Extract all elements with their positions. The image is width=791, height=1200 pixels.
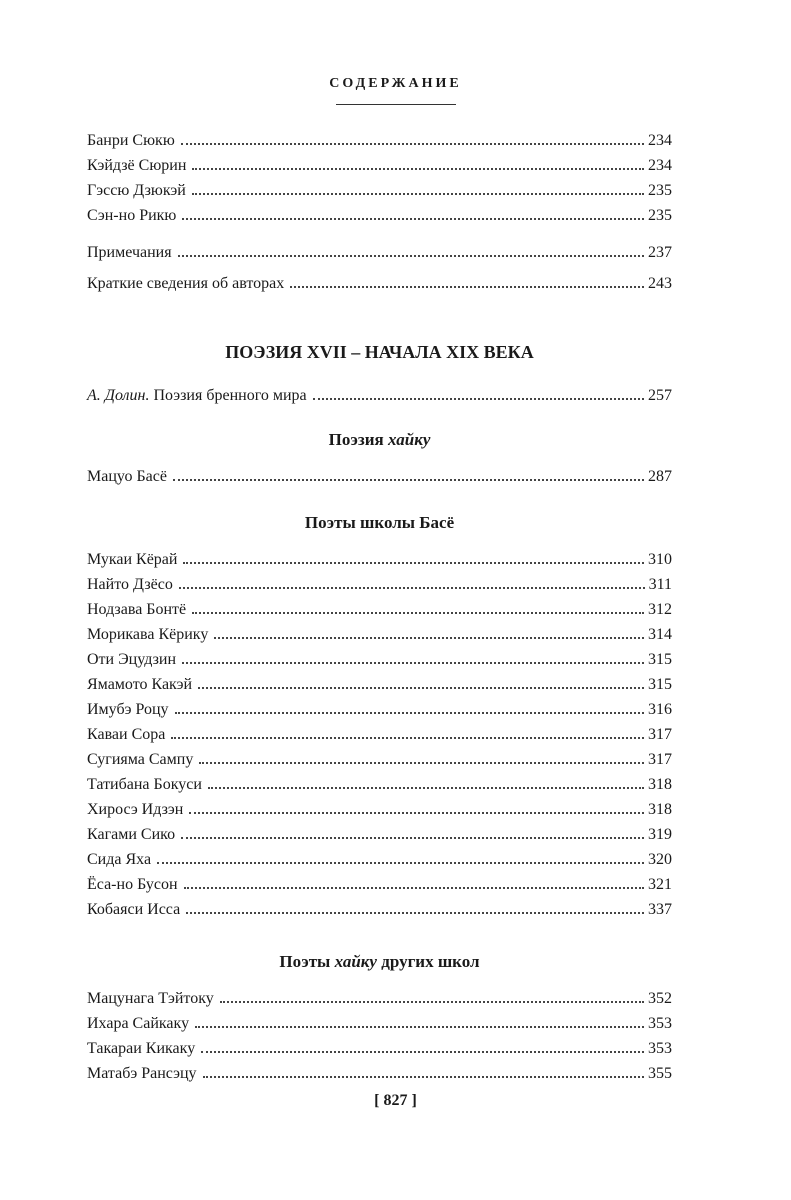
table-of-contents [87, 128, 672, 1086]
toc-entry[interactable] [87, 622, 672, 647]
entry-title: Гэссю Дзюкэй [87, 182, 186, 199]
entry-page: 234 [648, 157, 672, 174]
subtitle-text-after: других школ [376, 952, 480, 971]
entry-page: 319 [648, 826, 672, 843]
dot-leader [313, 397, 644, 400]
entry-page: 315 [648, 651, 672, 668]
entry-page: 310 [648, 551, 672, 568]
entry-title: Сида Яха [87, 851, 152, 868]
entry-title: Имубэ Роцу [87, 701, 169, 718]
subtitle-italic: хайку [387, 430, 431, 449]
entry-page: 314 [648, 626, 672, 643]
entry-page: 353 [648, 1040, 672, 1057]
entry-page: 257 [648, 387, 672, 404]
toc-entry[interactable] [87, 822, 672, 847]
dot-leader [184, 886, 644, 889]
entry-page: 317 [648, 726, 672, 743]
entry-title: Оти Эцудзин [87, 651, 177, 668]
toc-group-authors [87, 128, 672, 228]
entry-page: 317 [648, 751, 672, 768]
entry-page: 315 [648, 676, 672, 693]
entry-page: 243 [648, 275, 672, 292]
dot-leader [192, 167, 644, 170]
toc-entry[interactable] [87, 178, 672, 203]
dot-leader [208, 786, 644, 789]
entry-title: Банри Сюкю [87, 132, 175, 149]
toc-entry[interactable] [87, 153, 672, 178]
dot-leader [182, 661, 644, 664]
page-number: [ 827 ] [374, 1092, 417, 1109]
entry-page: 234 [648, 132, 672, 149]
toc-entry[interactable] [87, 697, 672, 722]
dot-leader [203, 1075, 645, 1078]
entry-page: 316 [648, 701, 672, 718]
entry-page: 311 [648, 576, 672, 593]
toc-entry[interactable] [87, 722, 672, 747]
toc-entry[interactable] [87, 772, 672, 797]
toc-group-other-schools [87, 986, 672, 1086]
entry-title: Каваи Сора [87, 726, 166, 743]
toc-entry[interactable] [87, 986, 672, 1011]
dot-leader [192, 192, 644, 195]
dot-leader [192, 611, 644, 614]
entry-title: Ихара Сайкаку [87, 1015, 190, 1032]
dot-leader [181, 836, 644, 839]
toc-entry[interactable] [87, 797, 672, 822]
subsection-title-haiku [87, 430, 672, 450]
toc-entry[interactable] [87, 1036, 672, 1061]
header-rule [336, 104, 456, 105]
entry-title: Нодзава Бонтё [87, 601, 187, 618]
toc-entry[interactable] [87, 747, 672, 772]
entry-title: Сэн-но Рикю [87, 207, 177, 224]
entry-page: 320 [648, 851, 672, 868]
entry-title: Примечания [87, 244, 172, 261]
intro-author: А. Долин. [87, 387, 150, 404]
dot-leader [175, 711, 644, 714]
subsection-title-other-schools [87, 952, 672, 972]
toc-entry[interactable] [87, 647, 672, 672]
toc-entry[interactable] [87, 464, 672, 489]
entry-page: 318 [648, 801, 672, 818]
dot-leader [195, 1025, 644, 1028]
section-title: ПОЭЗИЯ XVII – НАЧАЛА XIX ВЕКА [225, 342, 534, 362]
dot-leader [199, 761, 644, 764]
dot-leader [183, 561, 644, 564]
dot-leader [186, 911, 644, 914]
toc-entry[interactable] [87, 847, 672, 872]
dot-leader [201, 1050, 644, 1053]
subtitle-text: Поэты [279, 952, 335, 971]
toc-entry[interactable] [87, 897, 672, 922]
entry-page: 318 [648, 776, 672, 793]
subtitle-italic: хайку [334, 952, 377, 971]
entry-title: Татибана Бокуси [87, 776, 202, 793]
entry-page: 287 [648, 468, 672, 485]
entry-page: 352 [648, 990, 672, 1007]
entry-title: Матабэ Рансэцу [87, 1065, 197, 1082]
dot-leader [157, 861, 644, 864]
entry-title: Такараи Кикаку [87, 1040, 196, 1057]
toc-entry[interactable] [87, 597, 672, 622]
entry-title: Кагами Сико [87, 826, 176, 843]
dot-leader [171, 736, 644, 739]
toc-entry[interactable] [87, 240, 672, 265]
toc-group-basho-school [87, 547, 672, 922]
intro-title: Поэзия бренного мира [149, 387, 307, 404]
toc-entry[interactable] [87, 572, 672, 597]
entry-title: Хиросэ Идзэн [87, 801, 184, 818]
entry-page: 235 [648, 182, 672, 199]
dot-leader [214, 636, 644, 639]
toc-group-appendix [87, 240, 672, 296]
entry-title: Ямамото Какэй [87, 676, 193, 693]
toc-entry[interactable] [87, 672, 672, 697]
entry-page: 312 [648, 601, 672, 618]
entry-title: Морикава Кёрику [87, 626, 209, 643]
entry-page: 337 [648, 901, 672, 918]
dot-leader [178, 254, 644, 257]
toc-entry[interactable] [87, 271, 672, 296]
dot-leader [182, 217, 644, 220]
entry-title: Мукаи Кёрай [87, 551, 178, 568]
entry-page: 235 [648, 207, 672, 224]
entry-title: Сугияма Сампу [87, 751, 194, 768]
dot-leader [181, 142, 644, 145]
entry-title: Найто Дзёсо [87, 576, 173, 593]
toc-entry[interactable] [87, 203, 672, 228]
entry-title: Кэйдзё Сюрин [87, 157, 187, 174]
toc-entry[interactable] [87, 547, 672, 572]
toc-entry[interactable] [87, 128, 672, 153]
dot-leader [189, 811, 644, 814]
toc-entry-intro[interactable] [87, 383, 672, 408]
entry-page: 353 [648, 1015, 672, 1032]
toc-entry[interactable] [87, 1011, 672, 1036]
entry-page: 355 [648, 1065, 672, 1082]
entry-page: 321 [648, 876, 672, 893]
dot-leader [290, 285, 644, 288]
entry-title: Мацунага Тэйтоку [87, 990, 214, 1007]
dot-leader [179, 586, 645, 589]
entry-title: Мацуо Басё [87, 468, 167, 485]
running-head: СОДЕРЖАНИЕ [329, 76, 462, 91]
dot-leader [220, 1000, 644, 1003]
entry-title [87, 383, 313, 408]
dot-leader [173, 478, 644, 481]
dot-leader [198, 686, 644, 689]
subtitle-text: Поэзия [328, 430, 388, 449]
entry-page: 237 [648, 244, 672, 261]
toc-entry[interactable] [87, 1061, 672, 1086]
entry-title: Краткие сведения об авторах [87, 275, 285, 292]
entry-title: Ёса-но Бусон [87, 876, 178, 893]
subsection-title-basho-school: Поэты школы Басё [304, 513, 455, 532]
entry-title: Кобаяси Исса [87, 901, 181, 918]
toc-entry[interactable] [87, 872, 672, 897]
